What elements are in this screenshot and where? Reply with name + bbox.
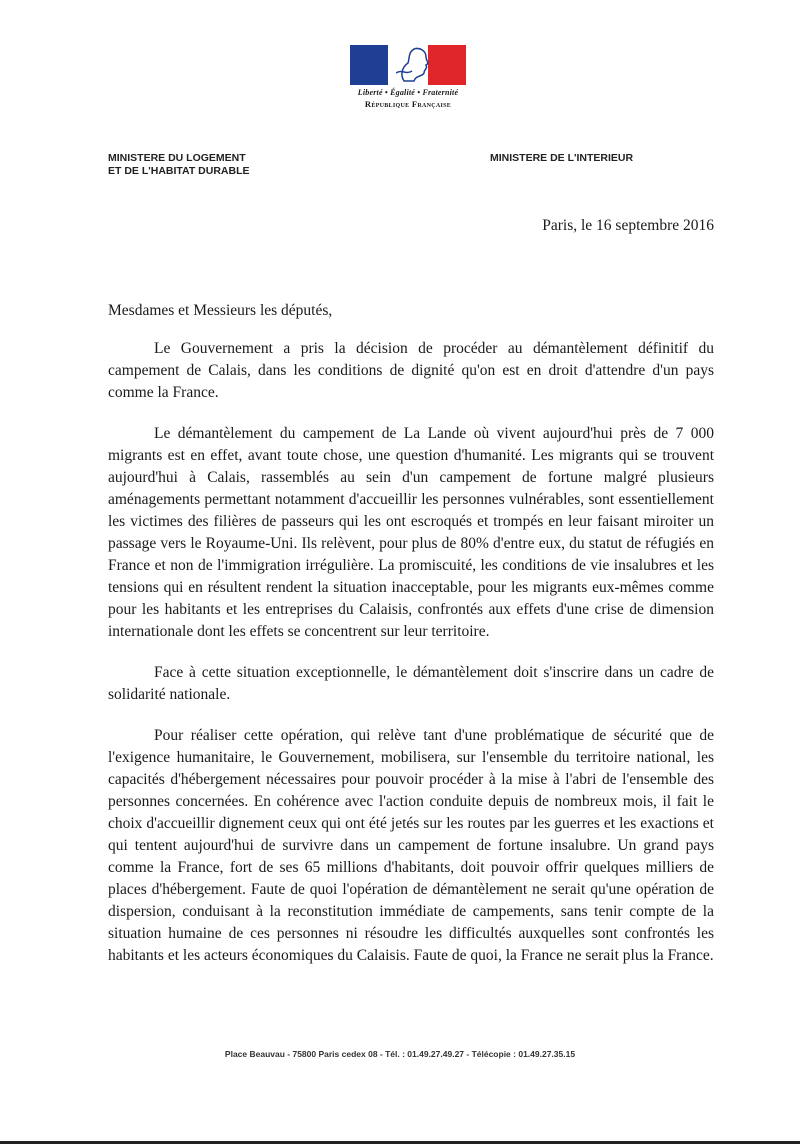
republic-motto: Liberté • Égalité • Fraternité (357, 88, 459, 97)
footer-address: Place Beauvau - 75800 Paris cedex 08 - Tél. : 01.49.27.49.27 - Télécopie : 01.49.27.35.15 (224, 1049, 576, 1059)
marianne-logo (350, 45, 466, 109)
letter-date: Paris, le 16 septembre 2016 (542, 217, 714, 234)
ministry-housing-line2: ET DE L'HABITAT DURABLE (108, 165, 250, 177)
tricolor-flag (350, 45, 466, 85)
marianne-profile-icon (396, 45, 432, 85)
paragraph-2: Le démantèlement du campement de La Lande où vivent aujourd'hui près de 7 000 migrants est en effet, avant toute chose, une question d'humanité. Les migrants qui se trouvent aujourd'hui à Calais, rassemblés au sein d'un campement de fortune malgré plusieurs aménagements permettant notamment d'accueillir les personnes vulnérables, sont essentiellement les victimes des filières de passeurs qui les ont escroqués et trompés en leur faisant miroiter un passage vers le Royaume-Uni. Ils relèvent, pour plus de 80% d'entre eux, du statut de réfugiés en France et non de l'immigration irrégulière. La promiscuité, les conditions de vie insalubres et les tensions qui en résultent rendent la situation inacceptable, pour les migrants eux-mêmes comme pour les habitants et les entreprises du Calaisis, confrontés aux effets d'une crise de dimension internationale dont les effets se concentrent sur leur territoire. (108, 425, 714, 640)
letter-body (108, 338, 714, 986)
ministry-housing-line1: MINISTERE DU LOGEMENT (108, 152, 246, 164)
letter-salutation: Mesdames et Messieurs les députés, (108, 302, 333, 319)
ministry-housing (108, 152, 250, 178)
republic-name: République Française (364, 99, 452, 109)
paragraph-1: Le Gouvernement a pris la décision de procéder au démantèlement définitif du campement de Calais, dans les conditions de dignité qu'on est en droit d'attendre d'un pays comme la France. (108, 340, 714, 401)
paragraph-4: Pour réaliser cette opération, qui relève tant d'une problématique de sécurité que de l'exigence humanitaire, le Gouvernement, mobilisera, sur l'ensemble du territoire national, les capacités d'hébergement nécessaires pour pouvoir procéder à la mise à l'abri de l'ensemble des personnes concernées. En cohérence avec l'action conduite depuis de nombreux mois, il fait le choix d'accueillir dignement ceux qui ont été jetés sur les routes par les guerres et les exactions et qui tentent aujourd'hui de survivre dans un campement de fortune insalubre. Un grand pays comme la France, fort de ses 65 millions d'habitants, doit pouvoir offrir quelques milliers de places d'hébergement. Faute de quoi l'opération de démantèlement ne serait qu'une opération de dispersion, conduisant à la reconstitution immédiate de campements, sans tenir compte de la situation humaine de ces personnes ni résoudre les difficultés auxquelles sont confrontés les habitants et les acteurs économiques du Calaisis. Faute de quoi, la France ne serait plus la France. (108, 727, 714, 964)
paragraph-3: Face à cette situation exceptionnelle, le démantèlement doit s'inscrire dans un cadre de solidarité nationale. (108, 664, 714, 703)
ministry-interior: MINISTERE DE L'INTERIEUR (490, 152, 634, 164)
